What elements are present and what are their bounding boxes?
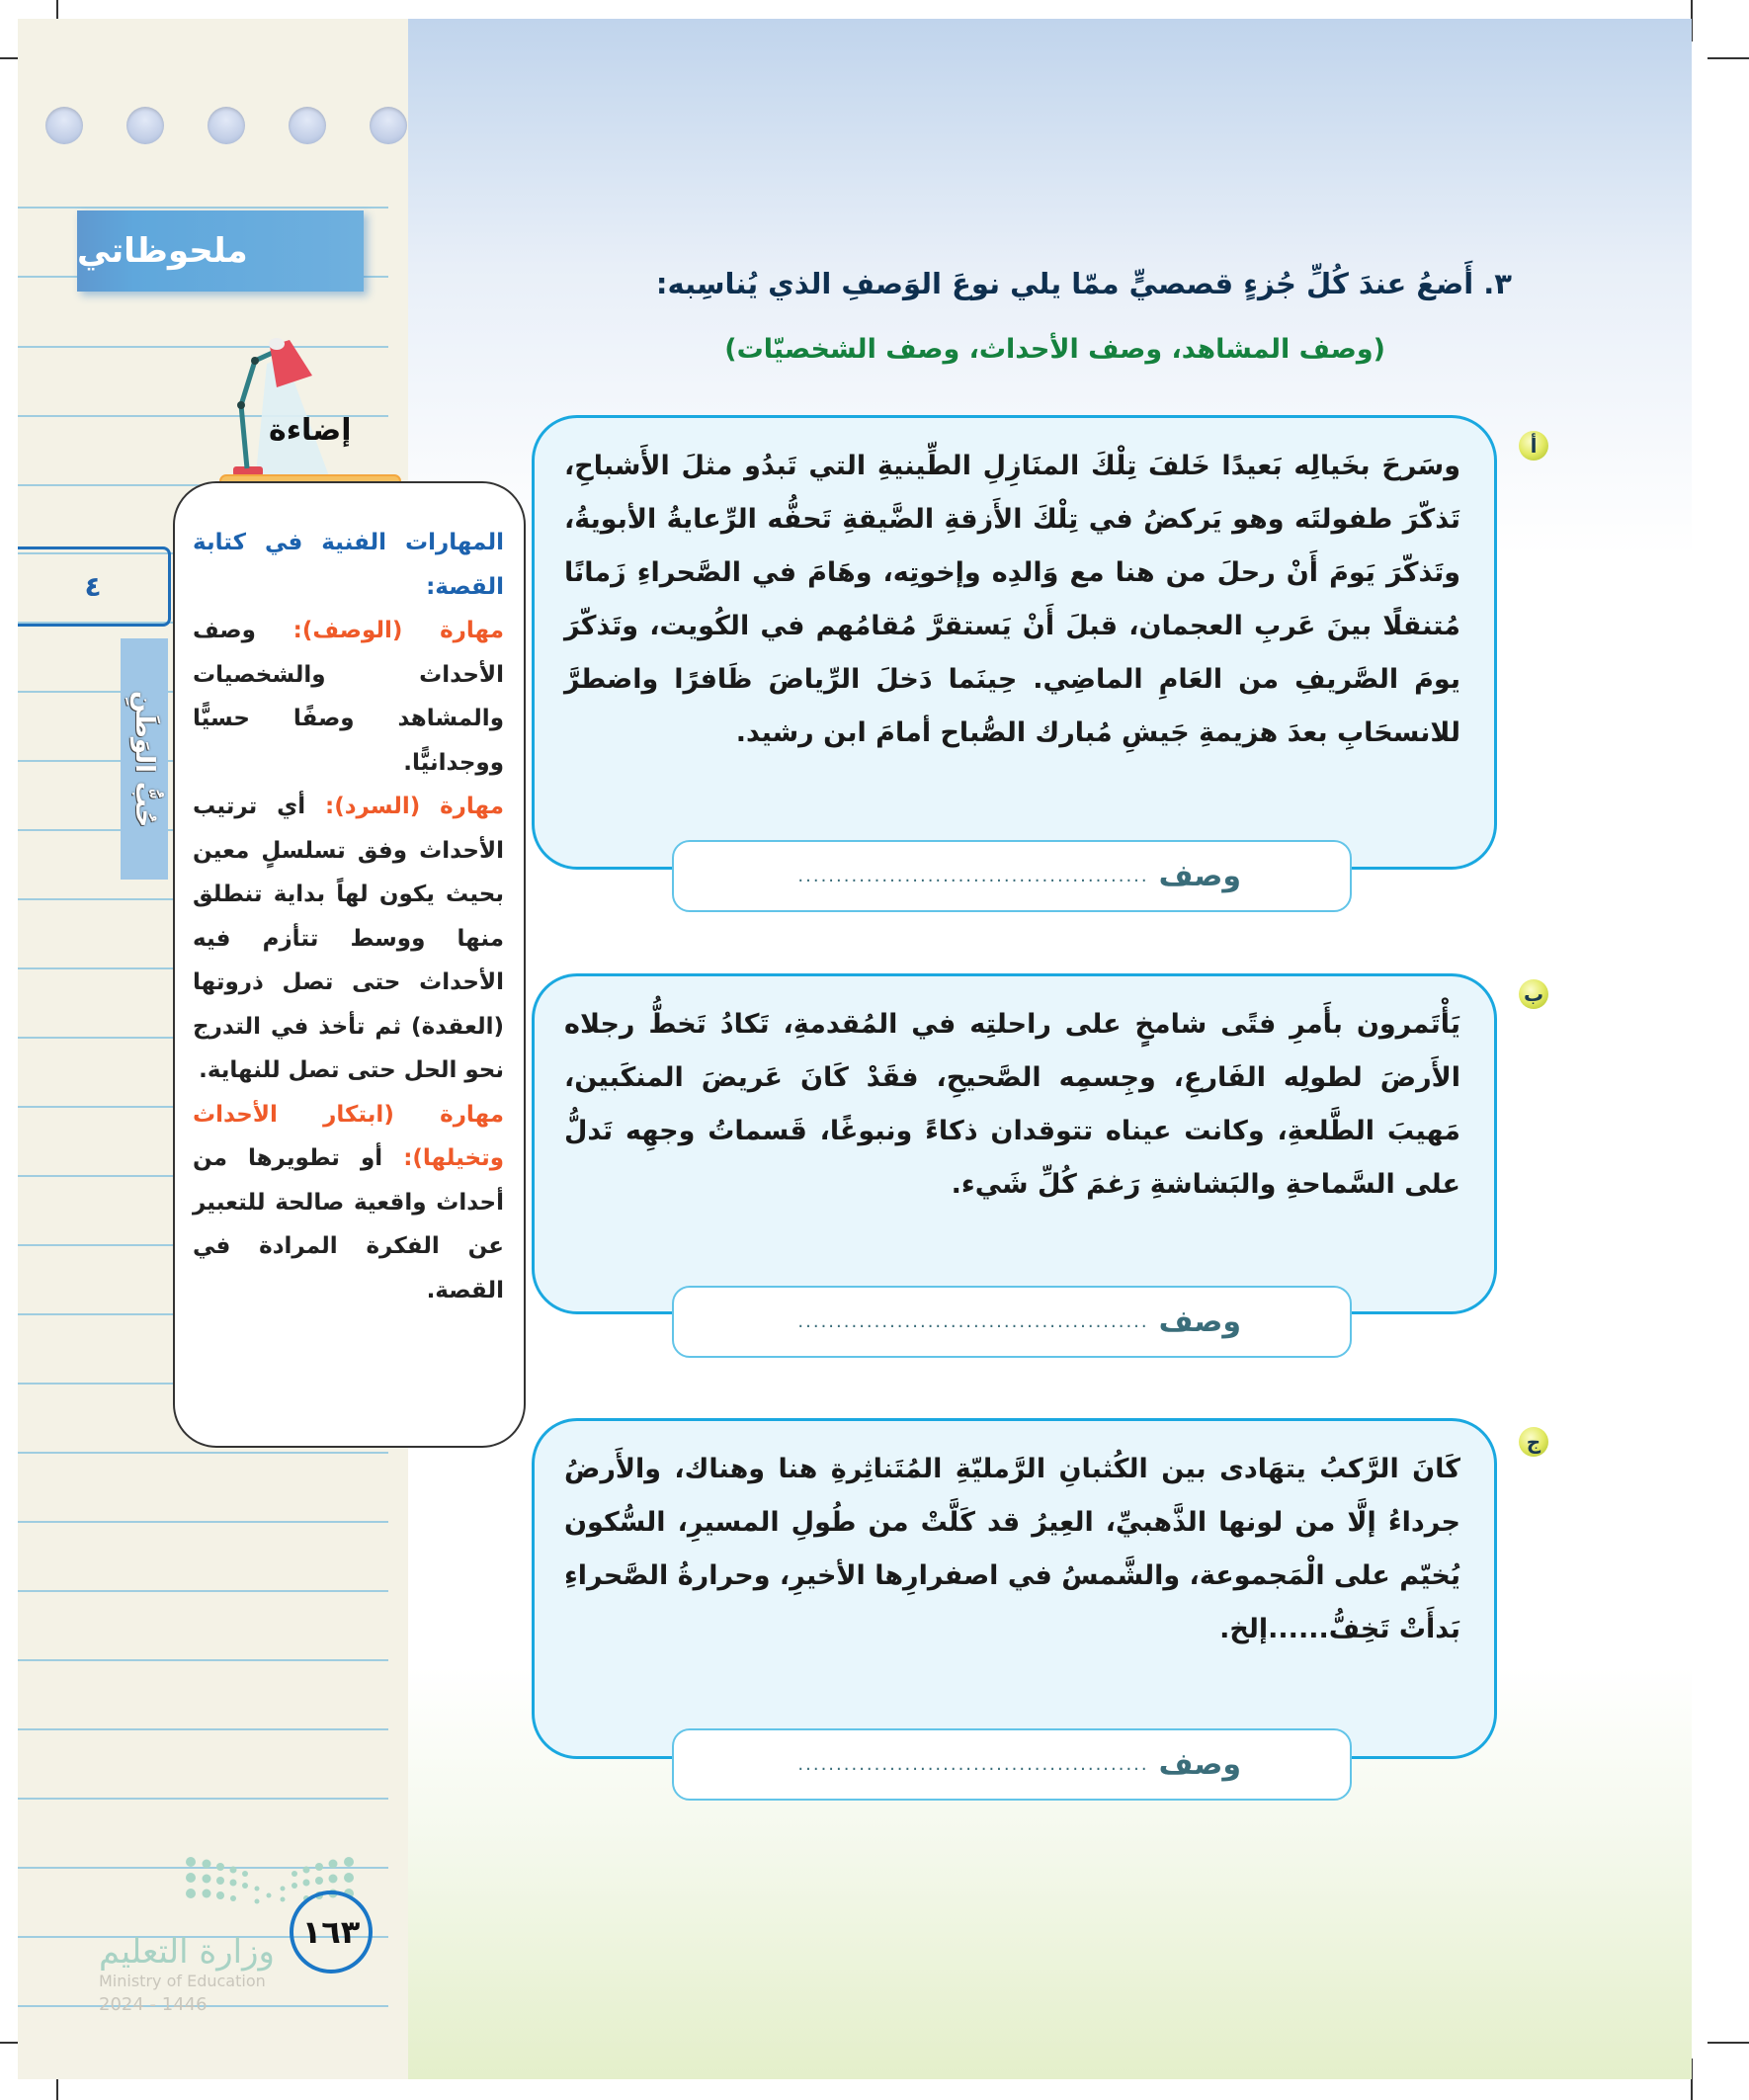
unit-number: ٤ [84, 570, 102, 603]
crop-mark [1707, 57, 1749, 59]
story-excerpt-card [532, 1418, 1497, 1759]
binder-hole [208, 107, 245, 144]
skill-name: مهارة (السرد): [325, 794, 504, 819]
story-excerpt-card [532, 973, 1497, 1314]
answer-field[interactable] [672, 1286, 1352, 1358]
item-badge [1519, 431, 1548, 461]
notebook-rule [18, 1590, 388, 1592]
item-badge-letter: ج [1526, 1430, 1541, 1454]
question-options: (وصف المشاهد، وصف الأحداث، وصف الشخصيّات) [724, 334, 1385, 365]
answer-blank[interactable]: .............................................. [797, 1311, 1149, 1332]
unit-ribbon [121, 638, 168, 880]
info-title: المهارات الفنية في كتابة القصة: [193, 530, 504, 600]
story-excerpt-text: يَأْتَمرون بأَمرِ فتًى شامخٍ على راحلتِه في المُقدمةِ، تَكادُ تَخطُّ رجلاه الأَرضَ لطولِه الفَارعِ، وجِسمِه الصَّحيحِ، فقَدْ كَانَ عَريضَ المنكَبين، مَهيبَ الطَّلعةِ، وكانت عيناه تتوقدان ذكاءً ونبوغًا، قَسماتُ وجهِه تَدلُّ على السَّماحةِ والبَشاشةِ رَغمَ كُلِّ شَيء. [564, 1009, 1460, 1200]
question-prompt: ٣. أَضعُ عندَ كُلِّ جُزءٍ قصصيٍّ ممّا يلي نوعَ الوَصفِ الذي يُناسِبه: [655, 267, 1512, 300]
binder-hole [289, 107, 326, 144]
answer-label: وصف [1158, 1304, 1241, 1339]
answer-blank[interactable]: .............................................. [797, 1754, 1149, 1775]
notebook-rule [18, 1728, 388, 1730]
notes-title-banner [77, 210, 364, 292]
page-number [290, 1890, 373, 1974]
unit-ribbon-text: حُبُّ الوَطَنِ [129, 690, 159, 828]
item-badge-letter: ب [1523, 982, 1544, 1006]
notebook-rule [18, 1521, 388, 1523]
answer-label: وصف [1158, 859, 1241, 893]
answer-field[interactable] [672, 840, 1352, 912]
binder-hole [45, 107, 83, 144]
page-number-text: ١٦٣ [301, 1913, 361, 1951]
notebook-rule [18, 1798, 388, 1800]
info-box [173, 481, 526, 1448]
notes-title: ملحوظاتي [77, 231, 248, 271]
skill-text: أو تطويرها من أحداث واقعية صالحة للتعبير عن الفكرة المرادة في القصة. [193, 1145, 504, 1303]
crop-mark [1707, 2042, 1749, 2044]
skill-name: مهارة (الوصف): [292, 618, 504, 643]
answer-blank[interactable]: .............................................. [797, 866, 1149, 886]
unit-number-box [18, 546, 171, 627]
ministry-name-en: Ministry of Education [99, 1972, 266, 1990]
notebook-rule [18, 1659, 388, 1661]
story-excerpt-card [532, 415, 1497, 870]
desk-lamp-icon [215, 336, 334, 484]
answer-label: وصف [1158, 1747, 1241, 1782]
lamp-label: إضاءة [269, 413, 352, 448]
ministry-name-ar: وزارة التعليم [99, 1932, 275, 1972]
ministry-year: 2024 - 1446 [99, 1994, 208, 2015]
item-badge [1519, 979, 1548, 1009]
skill-text: وصف الأحداث والشخصيات والمشاهد وصفًا حسيًّا ووجدانيًّا. [193, 618, 504, 776]
binder-hole [370, 107, 407, 144]
skill-text: أي ترتيب الأحداث وفق تسلسلٍ معين بحيث يكون لهاً بداية تنطلق منها ووسط تتأزم فيه الأحداث حتى تصل ذروتها (العقدة) ثم تأخذ في التدرج نحو الحل حتى تصل للنهاية. [193, 794, 504, 1083]
notebook-rule [18, 207, 388, 209]
binder-hole [126, 107, 164, 144]
answer-field[interactable] [672, 1728, 1352, 1801]
story-excerpt-text: وسَرحَ بخَيالِه بَعيدًا خَلفَ تِلْكَ المنَازِلِ الطِّينيةِ التي تَبدُو مثلَ الأَشباحِ، تَذكّرَ طفولتَه وهو يَركضُ في تِلْكَ الأَزقةِ الضَّيقةِ تَحفُّه الرِّعايةُ الأبويةُ، وتَذكّرَ يَومَ أَنْ رحلَ من هنا مع وَالدِه وإخوتِه، وهَامَ في الصَّحراءِ زَمانًا مُتنقلًا بينَ عَربِ العجمان، قبلَ أَنْ يَستقرَّ مُقامُهم في الكُويت، وتَذكّرَ يومَ الصَّريفِ من العَامِ الماضِي. حِينَما دَخلَ الرِّياضَ ظَافرًا واضطرَّ للانسحَابِ بعدَ هزيمةِ جَيشِ مُبارك الصُّباح أمامَ ابن رشيد. [564, 451, 1460, 748]
notebook-rule [18, 1452, 388, 1454]
story-excerpt-text: كَانَ الرَّكبُ يتهَادى بين الكُثبانِ الرَّمليّةِ المُتَناثِرةِ هنا وهناك، والأَرضُ جرداءُ إلَّا من لونها الذَّهبيِّ، العِيرُ قد كَلَّتْ من طُولِ المسيرِ، السُّكون يُخيّم على الْمَجموعة، والشَّمسُ في اصفرارِها الأخيرِ، وحرارةُ الصَّحراءِ بَدأَتْ تَخِفُّ......إلخ. [564, 1454, 1460, 1644]
item-badge-letter: أ [1530, 434, 1538, 458]
skill-name: مهارة (ابتكار الأحداث وتخيلها): [193, 1101, 505, 1171]
item-badge [1519, 1427, 1548, 1457]
